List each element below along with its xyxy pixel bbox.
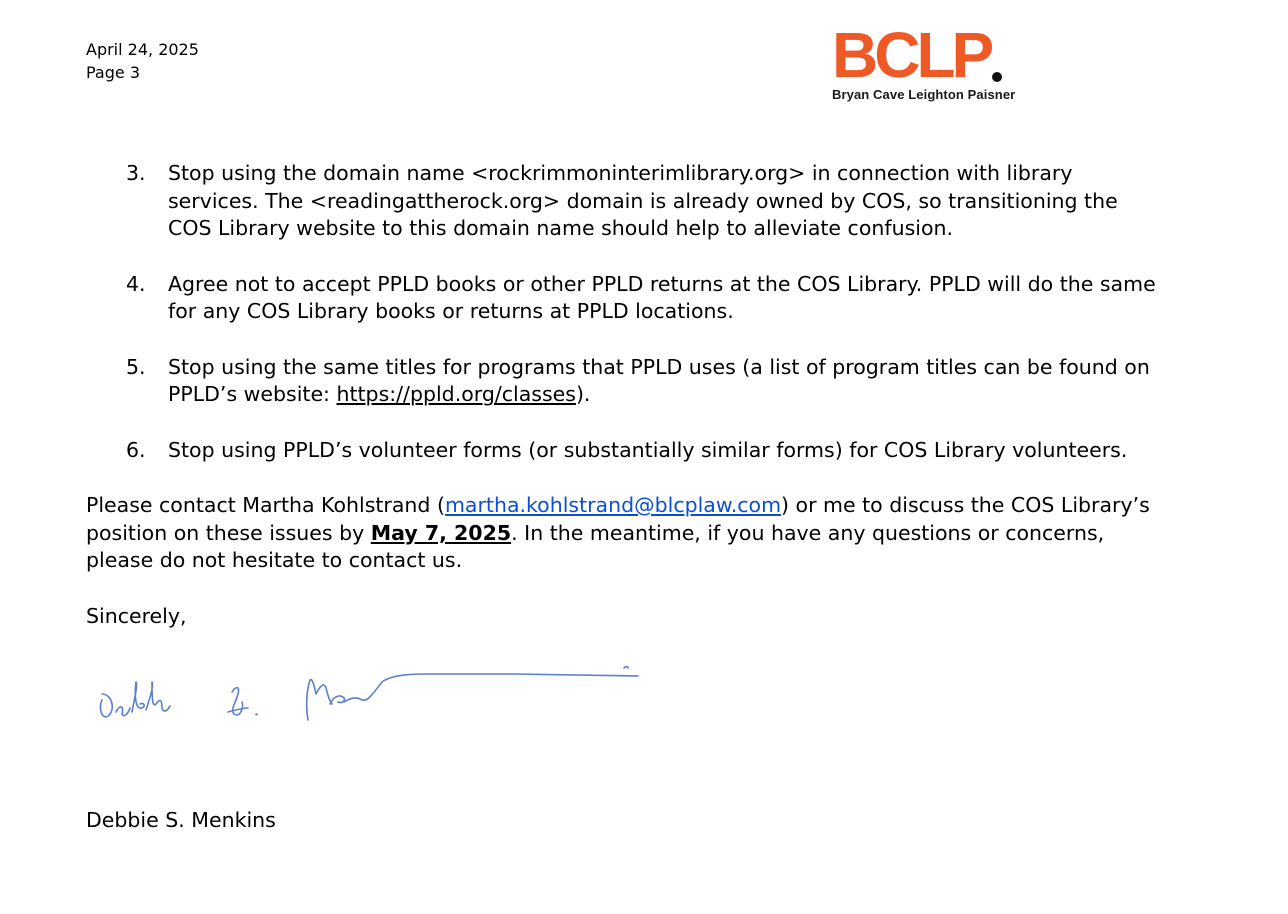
list-item-number: 4. [126, 271, 146, 296]
bclp-logo [832, 19, 1052, 102]
page-number: Page 3 [86, 63, 140, 82]
list-item-text: Stop using PPLD’s volunteer forms (or substantially similar forms) for COS Library volunteers. [168, 437, 1128, 462]
list-item-text [168, 354, 1166, 409]
sign-off: Sincerely, [86, 604, 187, 628]
list-item-text-before: Stop using the same titles for programs that PPLD uses (a list of program titles can be found on PPLD’s website: [168, 354, 1150, 406]
list-item [126, 354, 1166, 409]
closing-paragraph [86, 492, 1166, 575]
signature-drawing [94, 652, 654, 732]
list-item [126, 437, 1166, 465]
closing-part-2: ) or me to discuss the COS Library’s position on these issues by [86, 493, 1150, 545]
signer-name: Debbie S. Menkins [86, 808, 276, 832]
logo-firm-name: Bryan Cave Leighton Paisner [832, 87, 1016, 102]
list-item-text: Stop using the domain name <rockrimmoninterimlibrary.org> in connection with library services. The <readingattherock.org> domain is already owned by COS, so transitioning the COS Library website to this domain name should help to alleviate confusion. [168, 161, 1118, 240]
handwritten-signature [94, 652, 654, 736]
list-item-number: 5. [126, 354, 146, 379]
list-item-text: Agree not to accept PPLD books or other PPLD returns at the COS Library. PPLD will do the same for any COS Library books or returns at PPLD locations. [168, 271, 1156, 323]
list-item [126, 160, 1166, 243]
logo-mark-text: BCLP [832, 19, 991, 91]
deadline-date: May 7, 2025 [370, 520, 512, 545]
letter-header [86, 38, 199, 84]
list-item-number: 3. [126, 161, 146, 185]
request-list [126, 160, 1166, 492]
closing-part-1: Please contact Martha Kohlstrand ( [86, 493, 445, 517]
email-link[interactable]: martha.kohlstrand@blcplaw.com [444, 493, 782, 517]
list-item [126, 271, 1166, 326]
list-item-number: 6. [126, 437, 146, 462]
logo-dot [992, 72, 1002, 82]
logo-mark [832, 19, 1052, 91]
letter-date: April 24, 2025 [86, 40, 199, 59]
ppld-classes-link[interactable]: https://ppld.org/classes [336, 382, 576, 406]
closing-part-3: . In the meantime, if you have any questions or concerns, please do not hesitate to contact us. [86, 520, 1105, 572]
list-item-text-after: ). [575, 382, 591, 406]
